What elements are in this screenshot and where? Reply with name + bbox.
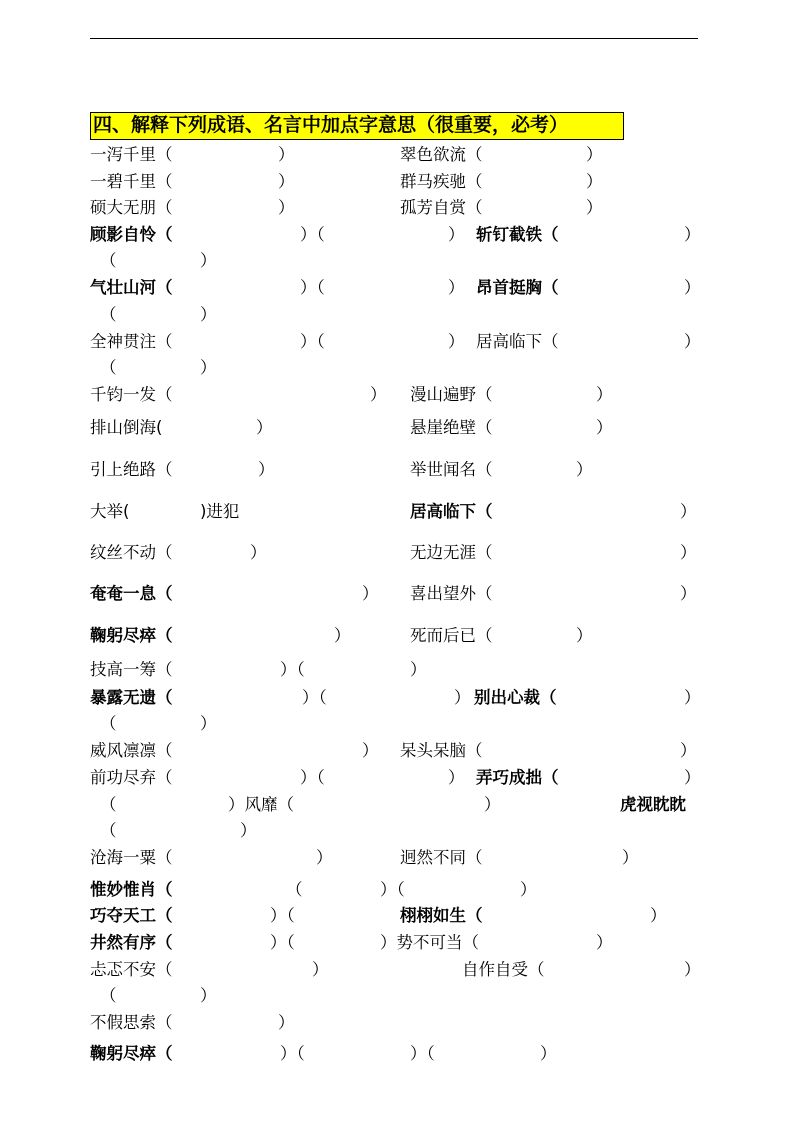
blank-close: ） xyxy=(448,768,465,787)
blank-close: ） xyxy=(520,880,537,899)
idiom-item: 居高临下（ xyxy=(476,332,559,351)
idiom-item: 顾影自怜（ xyxy=(90,225,173,244)
blank-close: ） xyxy=(576,626,593,645)
blank-open: （ xyxy=(100,821,117,840)
blank-close: ） xyxy=(484,795,501,814)
idiom-item: 全神贯注（ xyxy=(90,332,173,351)
idiom-item: 悬崖绝壁（ xyxy=(410,418,493,437)
idiom-item: 群马疾驰（ xyxy=(400,172,483,191)
blank-close: ） xyxy=(622,848,639,867)
idiom-item: 暴露无遗（ xyxy=(90,688,173,707)
blank-close: ） xyxy=(278,145,295,164)
blank-close: ）（ xyxy=(300,278,325,297)
blank-close: ） xyxy=(250,543,267,562)
blank-close: ） xyxy=(684,278,701,297)
idiom-item: 大举( xyxy=(90,502,130,521)
idiom-item: 忐忑不安（ xyxy=(90,960,173,979)
idiom-item: 硕大无朋（ xyxy=(90,198,173,217)
idiom-item: 自作自受（ xyxy=(462,960,545,979)
idiom-item: 一泻千里（ xyxy=(90,145,173,164)
blank-close: ） xyxy=(586,145,603,164)
idiom-item: ）势不可当（ xyxy=(380,933,479,952)
blank-close: )进犯 xyxy=(200,502,240,521)
idiom-item: 纹丝不动（ xyxy=(90,543,173,562)
idiom-item: 沧海一粟（ xyxy=(90,848,173,867)
blank-close: ） xyxy=(370,385,387,404)
blank-close: ） xyxy=(448,225,465,244)
blank-close: ） xyxy=(684,225,701,244)
idiom-item: 孤芳自赏（ xyxy=(400,198,483,217)
blank-close: ） xyxy=(312,960,329,979)
blank-close: ）（ xyxy=(380,880,405,899)
idiom-item: 斩钉截铁（ xyxy=(476,225,559,244)
blank-close: ） xyxy=(200,358,217,377)
blank-open: （ xyxy=(100,251,117,270)
idiom-item: 奄奄一息（ xyxy=(90,584,173,603)
blank-close: ）（ xyxy=(280,660,305,679)
blank-close: ） xyxy=(316,848,333,867)
idiom-item: 举世闻名（ xyxy=(410,460,493,479)
idiom-item: 鞠躬尽瘁（ xyxy=(90,1044,173,1063)
idiom-item: 无边无涯（ xyxy=(410,543,493,562)
blank-open: （ xyxy=(100,305,117,324)
idiom-item: 前功尽弃（ xyxy=(90,768,173,787)
idiom-item: 巧夺天工（ xyxy=(90,906,173,925)
idiom-item: ）风靡（ xyxy=(228,795,294,814)
idiom-item: 弄巧成拙（ xyxy=(476,768,559,787)
blank-close: ） xyxy=(650,906,667,925)
idiom-item: 千钧一发（ xyxy=(90,385,173,404)
blank-close: ） xyxy=(362,741,379,760)
blank-close: ）（ xyxy=(270,933,295,952)
blank-close: ）（ xyxy=(410,1044,435,1063)
blank-open: （ xyxy=(100,795,117,814)
idiom-item: 昂首挺胸（ xyxy=(476,278,559,297)
blank-close: ） xyxy=(200,305,217,324)
blank-close: ） xyxy=(258,460,275,479)
blank-close: ） xyxy=(200,251,217,270)
idiom-item: 翠色欲流（ xyxy=(400,145,483,164)
blank-close: ） xyxy=(448,332,465,351)
idiom-item: 技高一筹（ xyxy=(90,660,173,679)
blank-close: ） xyxy=(586,198,603,217)
idiom-item: 惟妙惟肖（ xyxy=(90,880,173,899)
blank-close: ）（ xyxy=(270,906,295,925)
blank-close: ） xyxy=(596,385,613,404)
idiom-item: 不假思索（ xyxy=(90,1013,173,1032)
blank-close: ） xyxy=(278,172,295,191)
blank-close: ） xyxy=(684,960,701,979)
blank-open: （ xyxy=(100,986,117,1005)
blank-close: ） xyxy=(448,278,465,297)
idiom-item: 威风凛凛（ xyxy=(90,741,173,760)
blank-close: ）（ xyxy=(300,768,325,787)
idiom-item: 气壮山河（ xyxy=(90,278,173,297)
blank-open: （ xyxy=(100,714,117,733)
blank-close: ） xyxy=(596,418,613,437)
idiom-item: 引上绝路（ xyxy=(90,460,173,479)
idiom-item: 喜出望外（ xyxy=(410,584,493,603)
blank-close: ）（ xyxy=(300,332,325,351)
idiom-item: 别出心裁（ xyxy=(474,688,557,707)
blank-close: ）（ xyxy=(280,1044,305,1063)
blank-close: ） xyxy=(200,714,217,733)
blank-close: ）（ xyxy=(302,688,327,707)
blank-close: ）（ xyxy=(300,225,325,244)
blank-close: ） xyxy=(684,332,701,351)
idiom-item: 死而后已（ xyxy=(410,626,493,645)
blank-close: ） xyxy=(596,933,613,952)
blank-close: ） xyxy=(454,688,471,707)
blank-close: ） xyxy=(240,821,257,840)
blank-close: ） xyxy=(680,741,697,760)
idiom-item: 一碧千里（ xyxy=(90,172,173,191)
blank-close: ） xyxy=(540,1044,557,1063)
blank-close: ） xyxy=(680,502,697,521)
idiom-item: 漫山遍野（ xyxy=(410,385,493,404)
blank-close: ） xyxy=(256,418,273,437)
section-title: 四、解释下列成语、名言中加点字意思（很重要，必考） xyxy=(90,112,624,140)
blank-close: ） xyxy=(680,584,697,603)
blank-open: （ xyxy=(286,880,303,899)
idiom-item: 井然有序（ xyxy=(90,933,173,952)
header-rule xyxy=(90,38,698,39)
blank-close: ） xyxy=(684,768,701,787)
idiom-item: 虎视眈眈 xyxy=(620,795,686,814)
blank-close: ） xyxy=(278,1013,295,1032)
blank-close: ） xyxy=(576,460,593,479)
blank-close: ） xyxy=(410,660,427,679)
blank-close: ） xyxy=(586,172,603,191)
blank-close: ） xyxy=(200,986,217,1005)
idiom-item: 鞠躬尽瘁（ xyxy=(90,626,173,645)
blank-close: ） xyxy=(684,688,701,707)
idiom-item: 栩栩如生（ xyxy=(400,906,483,925)
blank-close: ） xyxy=(362,584,379,603)
idiom-item: 迥然不同（ xyxy=(400,848,483,867)
blank-close: ） xyxy=(278,198,295,217)
idiom-item: 排山倒海( xyxy=(90,418,163,437)
blank-close: ） xyxy=(680,543,697,562)
blank-open: （ xyxy=(100,358,117,377)
blank-close: ） xyxy=(334,626,351,645)
idiom-item: 呆头呆脑（ xyxy=(400,741,483,760)
idiom-item: 居高临下（ xyxy=(410,502,493,521)
